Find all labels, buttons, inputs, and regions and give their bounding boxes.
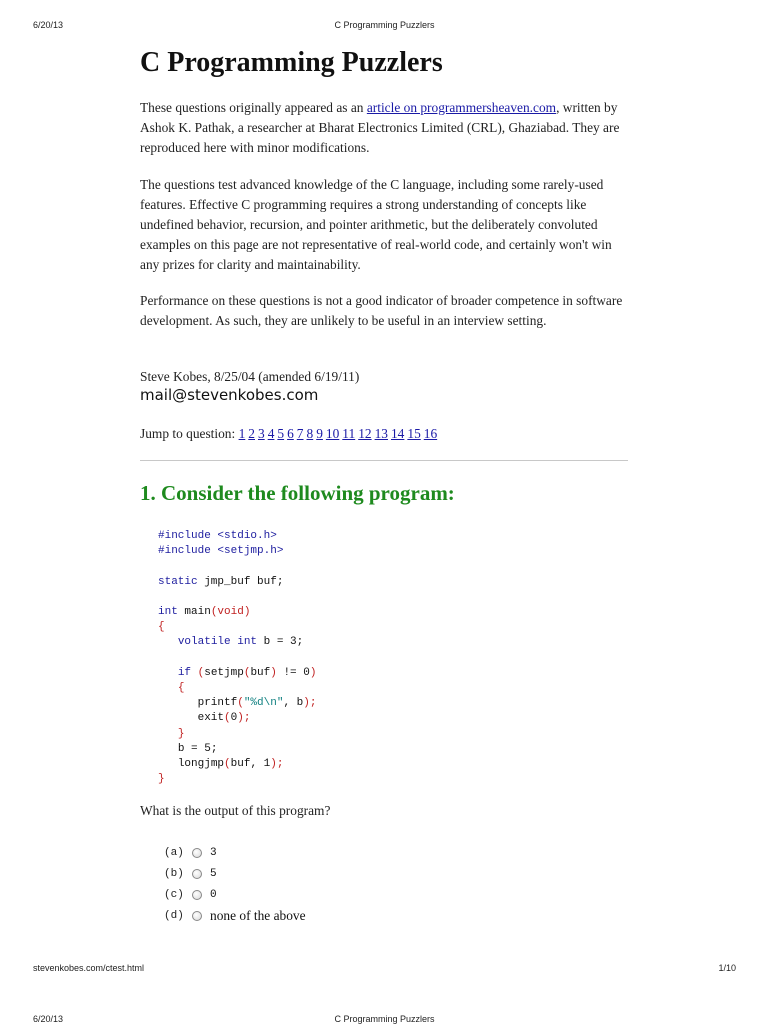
code-brace: } <box>177 727 185 740</box>
code-text: buf, 1 <box>230 758 271 771</box>
answer-options <box>164 842 306 926</box>
jump-link-3[interactable]: 3 <box>257 426 265 441</box>
code-paren: ( <box>191 666 205 679</box>
jump-link-16[interactable]: 16 <box>423 426 438 441</box>
code-keyword: int <box>158 606 178 619</box>
code-text: 0 <box>230 712 238 725</box>
jump-link-12[interactable]: 12 <box>358 426 372 441</box>
code-paren: ( <box>243 666 251 679</box>
jump-link-11[interactable]: 11 <box>342 426 356 441</box>
print-title: C Programming Puzzlers <box>334 20 435 30</box>
option-label: (b) <box>164 867 184 880</box>
email-address: mail@stevenkobes.com <box>140 386 319 404</box>
option-label: (c) <box>164 888 184 901</box>
jump-link-15[interactable]: 15 <box>407 426 421 441</box>
radio-button-b[interactable] <box>192 869 202 879</box>
question-prompt: What is the output of this program? <box>140 803 331 818</box>
page-title: C Programming Puzzlers <box>140 47 443 78</box>
jump-link-6[interactable]: 6 <box>287 426 294 441</box>
jump-link-4[interactable]: 4 <box>267 426 275 441</box>
question-1-heading: 1. Consider the following program: <box>140 481 455 505</box>
code-brace: { <box>158 621 165 634</box>
print-header <box>33 20 736 32</box>
print-date: 6/20/13 <box>33 20 64 30</box>
option-a[interactable] <box>164 842 306 863</box>
radio-button-d[interactable] <box>192 911 202 921</box>
jump-link-13[interactable]: 13 <box>374 426 388 441</box>
code-text: printf <box>197 697 238 710</box>
jump-link-1[interactable]: 1 <box>238 426 246 441</box>
code-paren: ); <box>237 712 251 725</box>
code-line: #include <setjmp.h> <box>158 545 284 558</box>
code-text: longjmp <box>177 758 225 771</box>
jump-link-9[interactable]: 9 <box>316 426 323 441</box>
page-number: 1/10 <box>718 963 736 973</box>
jump-link-14[interactable]: 14 <box>390 426 405 441</box>
code-brace: { <box>177 682 185 695</box>
code-text: jmp_buf buf; <box>197 575 284 588</box>
code-text: b = 5; <box>177 742 218 755</box>
code-text: exit <box>197 712 225 725</box>
print-title: C Programming Puzzlers <box>334 1014 435 1024</box>
code-paren: ( <box>224 712 231 725</box>
jump-link-10[interactable]: 10 <box>325 426 340 441</box>
disclaimer-paragraph: Performance on these questions is not a good indicator of broader competence in software development. As such, they are unlikely to be useful in an interview setting. <box>140 293 623 328</box>
jump-link-5[interactable]: 5 <box>277 426 285 441</box>
code-text: != 0 <box>276 666 310 679</box>
code-paren: ); <box>303 697 317 710</box>
radio-button-c[interactable] <box>192 890 202 900</box>
print-url: stevenkobes.com/ctest.html <box>33 963 145 973</box>
code-string: "%d\n" <box>243 697 284 710</box>
next-page-header <box>33 1014 736 1026</box>
code-paren: ) <box>309 666 317 679</box>
radio-button-a[interactable] <box>192 848 202 858</box>
description-paragraph: The questions test advanced knowledge of the C language, including some rarely-used features. Effective C programming requires a strong understanding of concepts like undefined behavior, recursion, and pointer arithmetic, but the deliberately convoluted examples on this page are not representative of real-world code, and certainly won't win any prizes for clarity and maintainability. <box>140 177 612 272</box>
option-d[interactable] <box>164 905 306 926</box>
intro-text-before: These questions originally appeared as an <box>140 100 367 115</box>
code-paren: ( <box>224 758 231 771</box>
option-b[interactable] <box>164 863 306 884</box>
code-text: , b <box>283 697 304 710</box>
code-keyword: static <box>158 575 198 588</box>
code-paren: (void) <box>210 606 251 619</box>
code-paren: ( <box>237 697 244 710</box>
intro-text-after: , written by Ashok K. Pathak, a researcher at Bharat Electronics Limited (CRL), Ghaziabad. They are reproduced here with minor modifications. <box>140 100 620 155</box>
option-text: 5 <box>210 867 217 880</box>
jump-label: Jump to question: <box>140 426 239 441</box>
jump-to-question <box>140 424 440 444</box>
option-text: none of the above <box>210 907 306 923</box>
jump-link-2[interactable]: 2 <box>248 426 255 441</box>
print-footer <box>33 963 736 975</box>
intro-paragraph <box>140 98 624 158</box>
article-link[interactable]: article on programmersheaven.com <box>366 100 557 115</box>
code-text: buf <box>250 666 271 679</box>
code-text: setjmp <box>204 666 244 679</box>
code-paren: ) <box>270 666 277 679</box>
code-keyword: if <box>177 666 192 679</box>
code-keyword: volatile int <box>177 636 258 649</box>
divider <box>140 460 628 461</box>
code-block <box>158 529 316 787</box>
code-text: b = 3; <box>257 636 304 649</box>
option-label: (a) <box>164 846 184 859</box>
option-text: 3 <box>210 846 217 859</box>
jump-link-7[interactable]: 7 <box>296 426 304 441</box>
code-paren: ); <box>270 758 284 771</box>
code-text: main <box>177 606 211 619</box>
byline: Steve Kobes, 8/25/04 (amended 6/19/11) <box>140 369 360 384</box>
option-text: 0 <box>210 888 217 901</box>
option-c[interactable] <box>164 884 306 905</box>
code-brace: } <box>158 773 165 786</box>
jump-link-8[interactable]: 8 <box>306 426 314 441</box>
print-date: 6/20/13 <box>33 1014 64 1024</box>
code-line: #include <stdio.h> <box>158 530 277 542</box>
option-label: (d) <box>164 909 184 922</box>
